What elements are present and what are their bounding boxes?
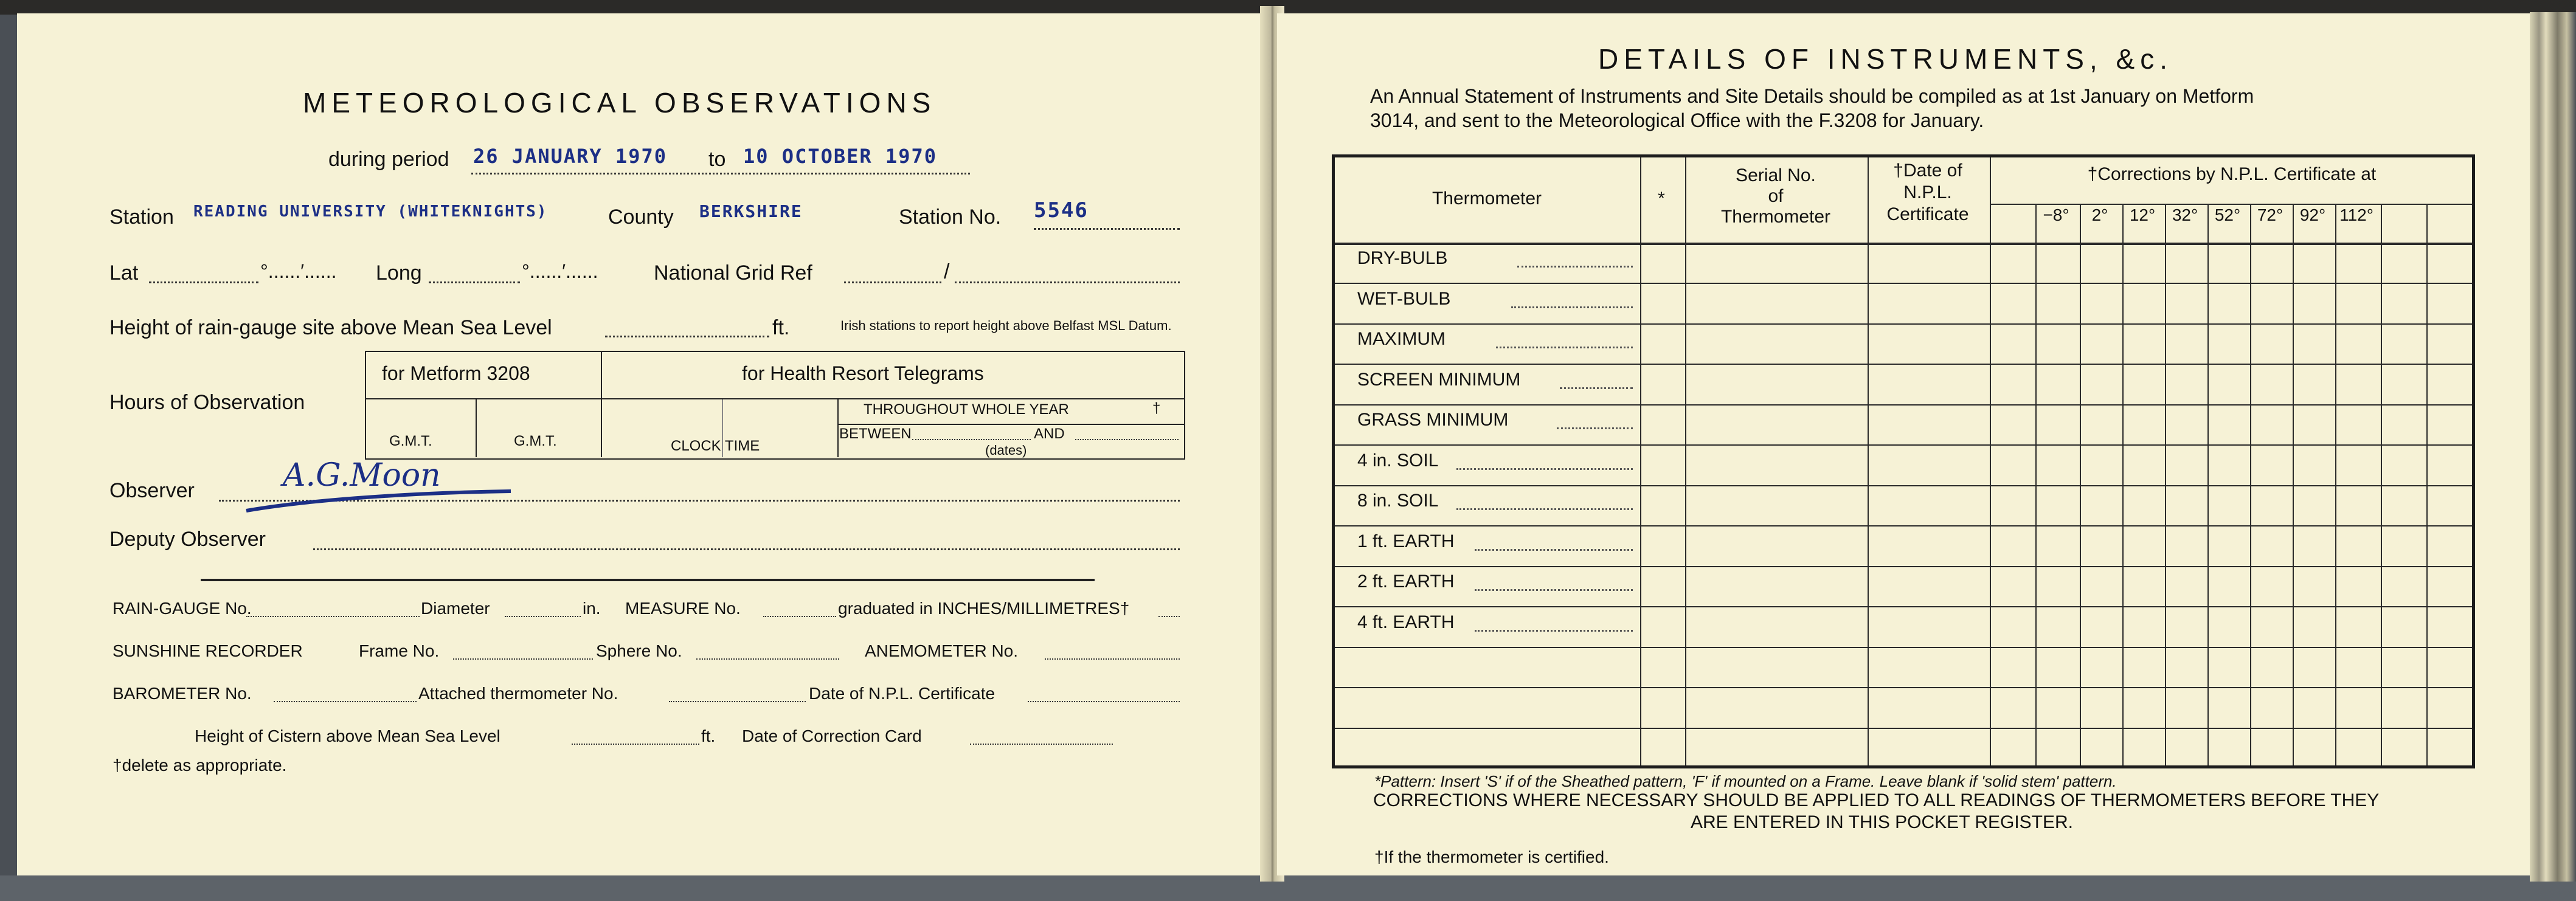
during-period-label: during period: [328, 148, 449, 171]
col-divider: [1990, 157, 1991, 765]
certified-note: †If the thermometer is certified.: [1374, 847, 1609, 866]
row-divider: [1335, 606, 2472, 607]
observer-signature: A.G.Moon: [283, 457, 441, 494]
npl-date-dotline: [1028, 701, 1180, 702]
row-leader: [1511, 306, 1633, 308]
deputy-label: Deputy Observer: [109, 528, 266, 551]
gmt-2: G.M.T.: [514, 433, 557, 449]
row-leader: [1475, 549, 1633, 551]
row-leader: [1456, 468, 1633, 470]
frame-label: Frame No.: [359, 641, 440, 660]
row-divider: [1335, 364, 2472, 365]
grid-ref-dotline-1: [844, 281, 941, 283]
station-label: Station: [109, 205, 174, 229]
attached-dotline: [669, 701, 806, 702]
col-date-header-2: N.P.L.: [1903, 182, 1952, 202]
row-divider: [1335, 647, 2472, 648]
anemometer-dotline: [1045, 658, 1180, 660]
degree-header: 52°: [2214, 205, 2241, 224]
health-year-divider: [837, 399, 839, 457]
between-label: BETWEEN: [839, 426, 912, 442]
station-no-label: Station No.: [899, 205, 1002, 229]
header-sub-divider: [1990, 204, 2472, 205]
correction-card-label: Date of Correction Card: [742, 727, 922, 745]
row-divider: [1335, 566, 2472, 567]
degree-header: 112°: [2339, 205, 2373, 224]
height-unit: ft.: [772, 316, 790, 339]
row-divider: [1335, 404, 2472, 406]
frame-dotline: [453, 658, 593, 660]
station-value: READING UNIVERSITY (WHITEKNIGHTS): [193, 202, 548, 221]
measure-label: MEASURE No.: [625, 599, 741, 618]
period-end: 10 OCTOBER 1970: [743, 145, 937, 168]
station-no-value: 5546: [1034, 198, 1089, 223]
county-value: BERKSHIRE: [699, 201, 803, 221]
attached-label: Attached thermometer No.: [418, 684, 618, 703]
correction-card-dotline: [970, 744, 1113, 745]
degree-header: −8°: [2043, 205, 2069, 224]
col-serial-header-3: Thermometer: [1720, 207, 1831, 227]
lat-dotline: [149, 281, 258, 283]
anemometer-label: ANEMOMETER No.: [865, 641, 1019, 660]
row-label: 1 ft. EARTH: [1357, 531, 1455, 551]
row-divider: [1335, 444, 2472, 446]
col-thermometer-header: Thermometer: [1432, 188, 1542, 209]
period-dotline: [471, 173, 970, 174]
diameter-label: Diameter: [421, 599, 490, 618]
page-title: METEOROLOGICAL OBSERVATIONS: [303, 87, 937, 119]
sunshine-label: SUNSHINE RECORDER: [113, 641, 303, 660]
row-divider: [1335, 283, 2472, 284]
row-leader: [1456, 508, 1633, 510]
deputy-dotline: [313, 548, 1180, 550]
sphere-label: Sphere No.: [596, 641, 682, 660]
degree-header: 32°: [2172, 205, 2198, 224]
row-label: WET-BULB: [1357, 289, 1451, 309]
graduated-dotline: [1158, 616, 1180, 617]
long-units: °......′......: [522, 260, 598, 282]
to-label: to: [708, 148, 726, 171]
row-leader: [1496, 347, 1633, 348]
and-label: AND: [1034, 426, 1065, 442]
col-divider: [1685, 157, 1686, 765]
metform-header: for Metform 3208: [382, 362, 530, 384]
degree-header: 72°: [2257, 205, 2283, 224]
long-label: Long: [376, 261, 422, 285]
height-dotline: [605, 336, 769, 337]
metform-gmt-divider: [476, 399, 477, 457]
graduated-label: graduated in INCHES/MILLIMETRES†: [838, 599, 1130, 618]
observer-label: Observer: [109, 479, 195, 502]
grid-ref-label: National Grid Ref: [654, 261, 812, 285]
diameter-dotline: [505, 616, 581, 617]
col-date-header-1: †Date of: [1893, 161, 1962, 181]
in-unit: in.: [583, 599, 601, 618]
book-cover-bottom: [0, 875, 2576, 901]
row-divider: [1335, 485, 2472, 486]
grid-ref-dotline-2: [955, 281, 1180, 283]
row-divider: [1335, 525, 2472, 526]
pattern-footnote: *Pattern: Insert 'S' if of the Sheathed pattern, 'F' if mounted on a Frame. Leave blank if 'solid stem' pattern.: [1374, 772, 2117, 790]
degree-header: 92°: [2299, 205, 2326, 224]
throughout-label: THROUGHOUT WHOLE YEAR: [864, 401, 1069, 418]
grid-ref-sep: /: [944, 260, 950, 283]
signature-flourish: [243, 486, 523, 517]
col-divider: [1868, 157, 1869, 765]
measure-dotline: [763, 616, 836, 617]
col-serial-header-2: of: [1768, 186, 1784, 206]
row-label: SCREEN MINIMUM: [1357, 370, 1521, 390]
col-date-header-3: Certificate: [1886, 204, 1969, 224]
header-divider: [1335, 243, 2472, 245]
lat-units: °......′......: [260, 260, 337, 282]
barometer-dotline: [274, 701, 417, 702]
row-label: DRY-BULB: [1357, 248, 1448, 268]
instruments-table: [1332, 154, 2475, 768]
hours-label: Hours of Observation: [109, 391, 305, 414]
row-divider: [1335, 687, 2472, 688]
rain-gauge-dotline: [246, 616, 420, 617]
corrections-note-1: CORRECTIONS WHERE NECESSARY SHOULD BE APPLIED TO ALL READINGS OF THERMOMETERS BEFORE THEY: [1373, 790, 2380, 810]
section-rule: [201, 579, 1095, 581]
col-corrections-header: †Corrections by N.P.L. Certificate at: [2087, 164, 2377, 184]
delete-note: †delete as appropriate.: [113, 756, 287, 775]
height-label: Height of rain-gauge site above Mean Sea Level: [109, 316, 552, 339]
row-label: MAXIMUM: [1357, 329, 1446, 349]
gmt-1: G.M.T.: [389, 433, 432, 449]
corrections-note-2: ARE ENTERED IN THIS POCKET REGISTER.: [1691, 812, 2074, 832]
page-edges: [2530, 12, 2576, 882]
row-leader: [1517, 266, 1633, 268]
col-serial-header-1: Serial No.: [1736, 165, 1816, 185]
row-divider: [1335, 728, 2472, 729]
health-divider: [601, 398, 1184, 399]
sphere-dotline: [696, 658, 839, 660]
cistern-dotline: [572, 744, 699, 745]
row-label: 4 ft. EARTH: [1357, 612, 1455, 632]
period-start: 26 JANUARY 1970: [473, 145, 667, 168]
row-leader: [1557, 427, 1633, 429]
row-leader: [1560, 387, 1633, 389]
row-leader: [1475, 589, 1633, 591]
intro-line-2: 3014, and sent to the Meteorological Office with the F.3208 for January.: [1370, 109, 1984, 131]
county-label: County: [608, 205, 674, 229]
degree-header: 12°: [2129, 205, 2156, 224]
year-divider: [839, 424, 1184, 425]
col-star-header: *: [1658, 188, 1665, 209]
station-no-dotline: [1034, 228, 1180, 230]
row-label: 4 in. SOIL: [1357, 450, 1439, 471]
col-divider: [1640, 157, 1641, 765]
between-dotline: [912, 439, 1031, 440]
cistern-label: Height of Cistern above Mean Sea Level: [195, 727, 500, 745]
health-header: for Health Resort Telegrams: [742, 362, 984, 384]
dates-label: (dates): [985, 443, 1027, 458]
right-page-title: DETAILS OF INSTRUMENTS, &c.: [1598, 43, 2173, 75]
barometer-label: BAROMETER No.: [113, 684, 252, 703]
degree-header: 2°: [2091, 205, 2108, 224]
row-leader: [1475, 630, 1633, 632]
row-divider: [1335, 323, 2472, 325]
clock-time: CLOCK TIME: [671, 438, 760, 454]
lat-label: Lat: [109, 261, 139, 285]
intro-line-1: An Annual Statement of Instruments and Site Details should be compiled as at 1st January on Metform: [1370, 85, 2254, 107]
irish-note: Irish stations to report height above Belfast MSL Datum.: [840, 318, 1172, 333]
book-cover-top: [0, 0, 2576, 15]
row-label: GRASS MINIMUM: [1357, 410, 1509, 430]
throughout-dagger: †: [1152, 400, 1161, 416]
and-dotline: [1075, 439, 1179, 440]
row-label: 2 ft. EARTH: [1357, 571, 1455, 592]
rain-gauge-label: RAIN-GAUGE No.: [113, 599, 252, 618]
metform-divider: [366, 398, 601, 399]
row-label: 8 in. SOIL: [1357, 491, 1439, 511]
long-dotline: [429, 281, 520, 283]
npl-date-label: Date of N.P.L. Certificate: [809, 684, 995, 703]
cistern-unit: ft.: [701, 727, 716, 745]
